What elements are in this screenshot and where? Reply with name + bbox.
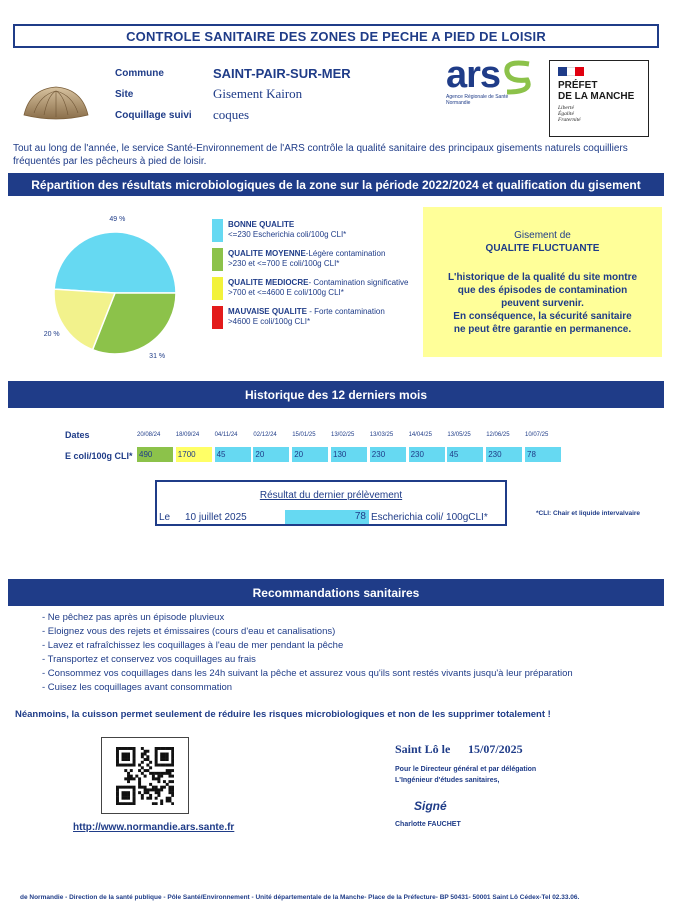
qualification-desc2: que des épisodes de contamination: [457, 285, 628, 296]
qualification-desc1: L'historique de la qualité du site montre: [447, 272, 638, 283]
history-value-6: 230: [370, 447, 406, 462]
history-value-1: 1700: [176, 447, 212, 462]
section-historique-title: Historique des 12 derniers mois: [8, 381, 664, 408]
prefet-line1: PRÉFET: [558, 80, 598, 91]
history-date-3: 02/12/24: [253, 432, 277, 438]
prefet-motto1: Liberté: [558, 105, 574, 111]
recommendation-item: - Cuisez les coquillages avant consommation: [42, 682, 233, 693]
coquillage-value: coques: [213, 107, 250, 122]
history-value-8: 45: [447, 447, 483, 462]
ars-website-link[interactable]: http://www.normandie.ars.sante.fr: [73, 822, 235, 833]
legend-swatch-0: [212, 219, 223, 242]
history-value-2: 45: [215, 447, 251, 462]
history-value-5: 130: [331, 447, 367, 462]
history-date-8: 13/05/25: [447, 432, 471, 438]
qualification-box: [423, 207, 662, 357]
prefet-motto2: Égalité: [558, 111, 574, 117]
prefet-logo: [549, 60, 649, 137]
ars-logo-sub: Agence Régionale de Santé: [446, 94, 509, 100]
history-date-2: 04/11/24: [214, 432, 238, 438]
signature-name: Charlotte FAUCHET: [395, 821, 461, 828]
site-label: Site: [115, 89, 134, 100]
last-result-value: 78: [285, 510, 369, 524]
qualification-desc3: peuvent survenir.: [501, 298, 584, 309]
site-value: Gisement Kairon: [213, 86, 303, 101]
history-value-4: 20: [292, 447, 328, 462]
qualification-desc4: En conséquence, la sécurité sanitaire: [453, 311, 632, 322]
legend-swatch-3: [212, 306, 223, 329]
legend-rest-1: -Légère contamination: [305, 249, 386, 258]
legend-title-2: QUALITE MEDIOCRE: [228, 278, 309, 287]
legend-swatch-2: [212, 277, 223, 300]
qualification-line2: QUALITE FLUCTUANTE: [485, 243, 600, 254]
ars-logo-region: Normandie: [446, 100, 471, 106]
commune-label: Commune: [115, 68, 164, 79]
history-date-0: 20/08/24: [137, 432, 161, 438]
signature-place: Saint Lô le: [395, 742, 451, 756]
warning-text: Néanmoins, la cuisson permet seulement de réduire les risques microbiologiques et non de les supprimer totalement !: [15, 709, 551, 720]
last-result-date: 10 juillet 2025: [185, 512, 247, 523]
history-date-5: 13/02/25: [331, 432, 355, 438]
recommendation-item: - Eloignez vous des rejets et émissaires (cours d'eau et canalisations): [42, 626, 336, 637]
intro-text: Tout au long de l'année, le service Santé-Environnement de l'ARS contrôle la qualité sanitaire des principaux gisements naturels coquilliers fréquentés par les pêcheurs à pied de loisir.: [13, 143, 628, 167]
history-date-10: 10/07/25: [525, 432, 549, 438]
last-result-title: Résultat du dernier prélèvement: [259, 490, 403, 501]
qualification-desc5: ne peut être garantie en permanence.: [453, 324, 632, 335]
prefet-line2: DE LA MANCHE: [558, 91, 635, 102]
pie-label-1: 31 %: [149, 353, 166, 361]
legend-rest-3: - Forte contamination: [306, 307, 385, 316]
marianne-flag-icon: [558, 67, 584, 76]
section-repartition-title: Répartition des résultats microbiologiques de la zone sur la période 2022/2024 et qualification du gisement: [8, 173, 664, 196]
qr-code-icon[interactable]: [116, 747, 174, 805]
legend-item-0: [228, 220, 346, 240]
section-recommandations-title: Recommandations sanitaires: [8, 579, 664, 606]
history-date-1: 18/09/24: [175, 432, 200, 438]
recommendation-item: - Transportez et conservez vos coquillages au frais: [42, 654, 256, 665]
recommendation-item: - Consommez vos coquillages dans les 24h suivant la pêche et assurez vous qu'ils sont restés vivants jusqu'à leur préparation: [42, 668, 573, 679]
history-values-label: E coli/100g CLI*: [65, 451, 133, 461]
last-result-le: Le: [159, 512, 171, 523]
ars-swoosh-icon: [499, 58, 535, 96]
legend-title-1: QUALITE MOYENNE: [228, 249, 306, 258]
signature-line1: Pour le Directeur général et par délégation: [395, 766, 537, 773]
history-value-3: 20: [253, 447, 289, 462]
qr-code-frame: [101, 737, 189, 814]
signature-signed: Signé: [414, 799, 447, 813]
footer-text: de Normandie - Direction de la santé publique - Pôle Santé/Environnement - Unité départementale de la Manche- Place de la Préfecture- BP 50431- 50001 Saint Lô Cédex-Tel 02.33.06.: [20, 894, 580, 901]
last-result-box: [155, 480, 507, 526]
legend-item-1: [228, 249, 385, 269]
history-dates-label: Dates: [65, 430, 90, 440]
pie-chart: [40, 208, 210, 368]
history-value-10: 78: [525, 447, 561, 462]
history-value-9: 230: [486, 447, 522, 462]
legend-title-0: BONNE QUALITE: [228, 220, 295, 229]
shell-icon: [20, 83, 90, 123]
legend-swatch-1: [212, 248, 223, 271]
signature-line2: L'Ingénieur d'études sanitaires,: [395, 777, 500, 784]
ars-logo-text: ars: [446, 54, 501, 96]
history-date-4: 15/01/25: [292, 432, 316, 438]
pie-label-0: 49 %: [109, 216, 126, 224]
legend-detail-2: >700 et <=4600 E coli/100g CLI*: [228, 288, 344, 297]
legend-item-3: [228, 307, 385, 327]
cli-note: *CLI: Chair et liquide intervalvaire: [536, 510, 641, 517]
recommendations-list: [42, 611, 662, 695]
prefet-motto3: Fraternité: [558, 117, 581, 123]
signature-date: 15/07/2025: [468, 742, 523, 756]
coquillage-label: Coquillage suivi: [115, 110, 192, 121]
pie-slice-0: [54, 232, 176, 293]
commune-value: SAINT-PAIR-SUR-MER: [213, 66, 351, 81]
recommendation-item: - Ne pêchez pas après un épisode pluvieux: [42, 612, 225, 623]
legend-detail-0: <=230 Escherichia coli/100g CLI*: [228, 230, 347, 239]
legend-title-3: MAUVAISE QUALITE: [228, 307, 307, 316]
history-date-9: 12/06/25: [486, 432, 510, 438]
legend-detail-3: >4600 E coli/100g CLI*: [228, 317, 311, 326]
history-value-7: 230: [409, 447, 445, 462]
history-date-6: 13/03/25: [369, 432, 394, 438]
history-date-7: 14/04/25: [408, 432, 432, 438]
legend-item-2: [228, 278, 409, 298]
page-title: CONTROLE SANITAIRE DES ZONES DE PECHE A PIED DE LOISIR: [13, 24, 659, 48]
qualification-line1: Gisement de: [514, 230, 571, 241]
legend-rest-2: - Contamination significative: [308, 278, 409, 287]
legend-detail-1: >230 et <=700 E coli/100g CLI*: [228, 259, 340, 268]
last-result-unit: Escherichia coli/ 100gCLI*: [371, 512, 488, 523]
recommendation-item: - Lavez et rafraîchissez les coquillages à l'eau de mer pendant la pêche: [42, 640, 344, 651]
history-value-0: 490: [137, 447, 173, 462]
pie-label-2: 20 %: [43, 331, 60, 339]
